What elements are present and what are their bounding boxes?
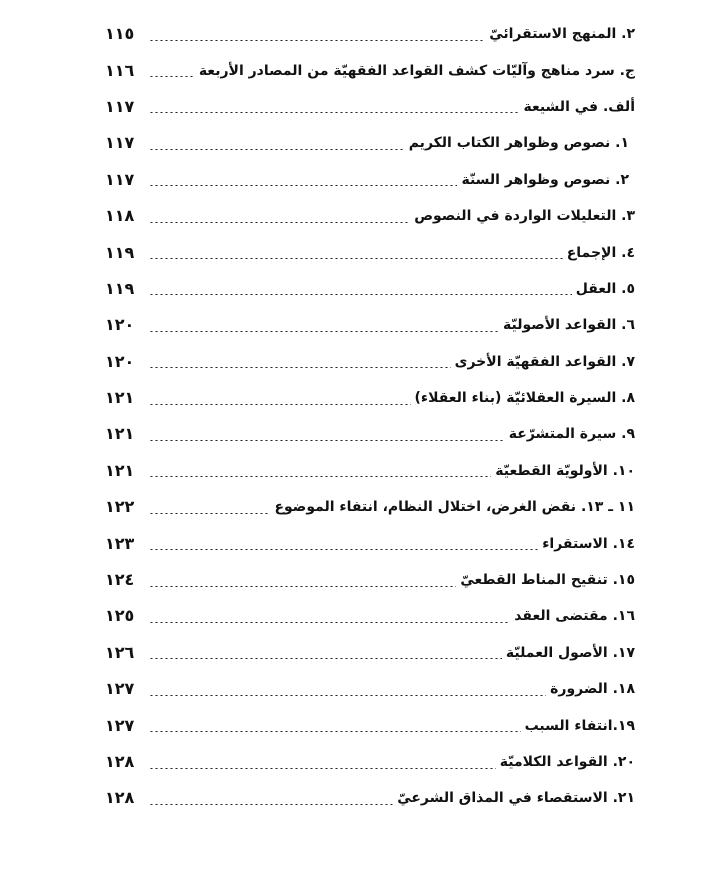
dot-leader (149, 513, 270, 514)
toc-entry-title: ٩. سيرة المتشرّعة (508, 426, 635, 443)
toc-entry-page: ١١٥ (105, 24, 135, 44)
toc-entry[interactable] (105, 780, 635, 816)
toc-entry[interactable] (105, 16, 635, 52)
toc-entry[interactable] (105, 234, 635, 270)
dot-leader (149, 586, 456, 587)
toc-entry-page: ١٢٦ (105, 642, 135, 662)
toc-entry[interactable] (105, 52, 635, 88)
dot-leader (149, 768, 496, 769)
dot-leader (149, 404, 411, 405)
dot-leader (149, 367, 451, 368)
dot-leader (149, 658, 502, 659)
dot-leader (149, 731, 521, 732)
dot-leader (149, 440, 505, 441)
toc-entry[interactable] (105, 307, 635, 343)
dot-leader (149, 622, 510, 623)
toc-entry-page: ١٢١ (105, 460, 135, 480)
toc-entry[interactable] (105, 89, 635, 125)
toc-entry-page: ١٢٠ (105, 315, 135, 335)
toc-entry-page: ١٢٧ (105, 679, 135, 699)
dot-leader (149, 149, 405, 150)
toc-entry-page: ١٢٠ (105, 351, 135, 371)
toc-entry[interactable] (105, 198, 635, 234)
toc-entry-title: ألف. في الشيعة (523, 98, 635, 115)
toc-entry-title: ٢٠. القواعد الكلاميّة (499, 754, 635, 770)
toc-entry-title: ٤. الإجماع (566, 244, 635, 261)
toc-entry-page: ١٢٨ (105, 788, 135, 808)
toc-entry-title: ١٥. تنقيح المناط القطعيّ (460, 572, 635, 589)
toc-entry-page: ١٢٨ (105, 752, 135, 771)
toc-entry-title: ٢. المنهج الاستقرائيّ (489, 26, 635, 43)
toc-entry-title: ٦. القواعد الأصوليّة (503, 317, 635, 334)
toc-entry[interactable] (105, 598, 635, 634)
toc-entry[interactable] (105, 489, 635, 525)
dot-leader (149, 112, 519, 113)
toc-entry[interactable] (105, 453, 635, 489)
toc-entry[interactable] (105, 271, 635, 307)
dot-leader (149, 695, 546, 696)
dot-leader (149, 76, 195, 77)
toc-entry-page: ١١٩ (105, 278, 135, 298)
toc-entry-title: ٢١. الاستقصاء في المذاق الشرعيّ (397, 790, 635, 807)
dot-leader (149, 258, 563, 259)
toc-entry-title: ٨. السيرة العقلائيّة (بناء العقلاء) (414, 390, 635, 407)
toc-entry-title: ١٠. الأولويّة القطعيّة (495, 462, 635, 479)
toc-entry-title: ١٧. الأصول العمليّة (505, 644, 635, 661)
toc-entry[interactable] (105, 671, 635, 707)
toc-entry-title: ١١ ـ ١٣. نقض الغرض، اختلال النظام، انتفاء الموضوع (274, 499, 635, 516)
toc-entry-page: ١١٩ (105, 242, 135, 262)
dot-leader (149, 185, 457, 186)
toc-entry-page: ١٢١ (105, 388, 135, 408)
toc-entry-page: ١٢٢ (105, 497, 135, 517)
toc-entry-title: ١٩.انتفاء السبب (524, 717, 635, 734)
toc-entry[interactable] (105, 125, 635, 161)
toc-entry-page: ١١٨ (105, 206, 135, 226)
toc-entry[interactable] (105, 380, 635, 416)
toc-entry-title: ١. نصوص وظواهر الكتاب الكريم (408, 135, 629, 152)
table-of-contents (105, 16, 635, 817)
toc-entry-title: ج. سرد مناهج وآليّات كشف القواعد الفقهيّة من المصادر الأربعة (198, 62, 635, 79)
toc-entry-title: ١٤. الاستقراء (542, 535, 635, 552)
toc-entry-page: ١٢٧ (105, 715, 135, 735)
toc-entry[interactable] (105, 525, 635, 561)
dot-leader (149, 331, 499, 332)
toc-entry[interactable] (105, 744, 635, 780)
toc-entry-page: ١١٦ (105, 60, 135, 80)
toc-entry-page: ١٢٥ (105, 606, 135, 626)
dot-leader (149, 294, 572, 295)
toc-entry-page: ١١٧ (105, 133, 135, 153)
toc-entry-page: ١٢٤ (105, 570, 135, 590)
toc-entry-title: ٥. العقل (575, 280, 635, 297)
dot-leader (149, 804, 393, 805)
toc-entry[interactable] (105, 162, 635, 198)
dot-leader (149, 222, 410, 223)
toc-entry-page: ١١٧ (105, 96, 135, 116)
toc-entry-title: ١٦. مقتضى العقد (514, 608, 635, 625)
toc-entry[interactable] (105, 416, 635, 452)
dot-leader (149, 40, 485, 41)
dot-leader (149, 549, 538, 550)
toc-entry-page: ١١٧ (105, 169, 135, 189)
toc-entry-page: ١٢١ (105, 424, 135, 444)
toc-entry[interactable] (105, 562, 635, 598)
toc-entry[interactable] (105, 707, 635, 743)
toc-entry-title: ٧. القواعد الفقهيّة الأخرى (454, 353, 635, 370)
toc-entry[interactable] (105, 344, 635, 380)
toc-entry-title: ١٨. الضرورة (550, 681, 635, 698)
toc-entry[interactable] (105, 635, 635, 671)
toc-entry-title: ٢. نصوص وظواهر السنّة (461, 171, 629, 188)
dot-leader (149, 476, 491, 477)
toc-entry-title: ٣. التعليلات الواردة في النصوص (414, 208, 635, 225)
toc-entry-page: ١٢٣ (105, 533, 135, 553)
